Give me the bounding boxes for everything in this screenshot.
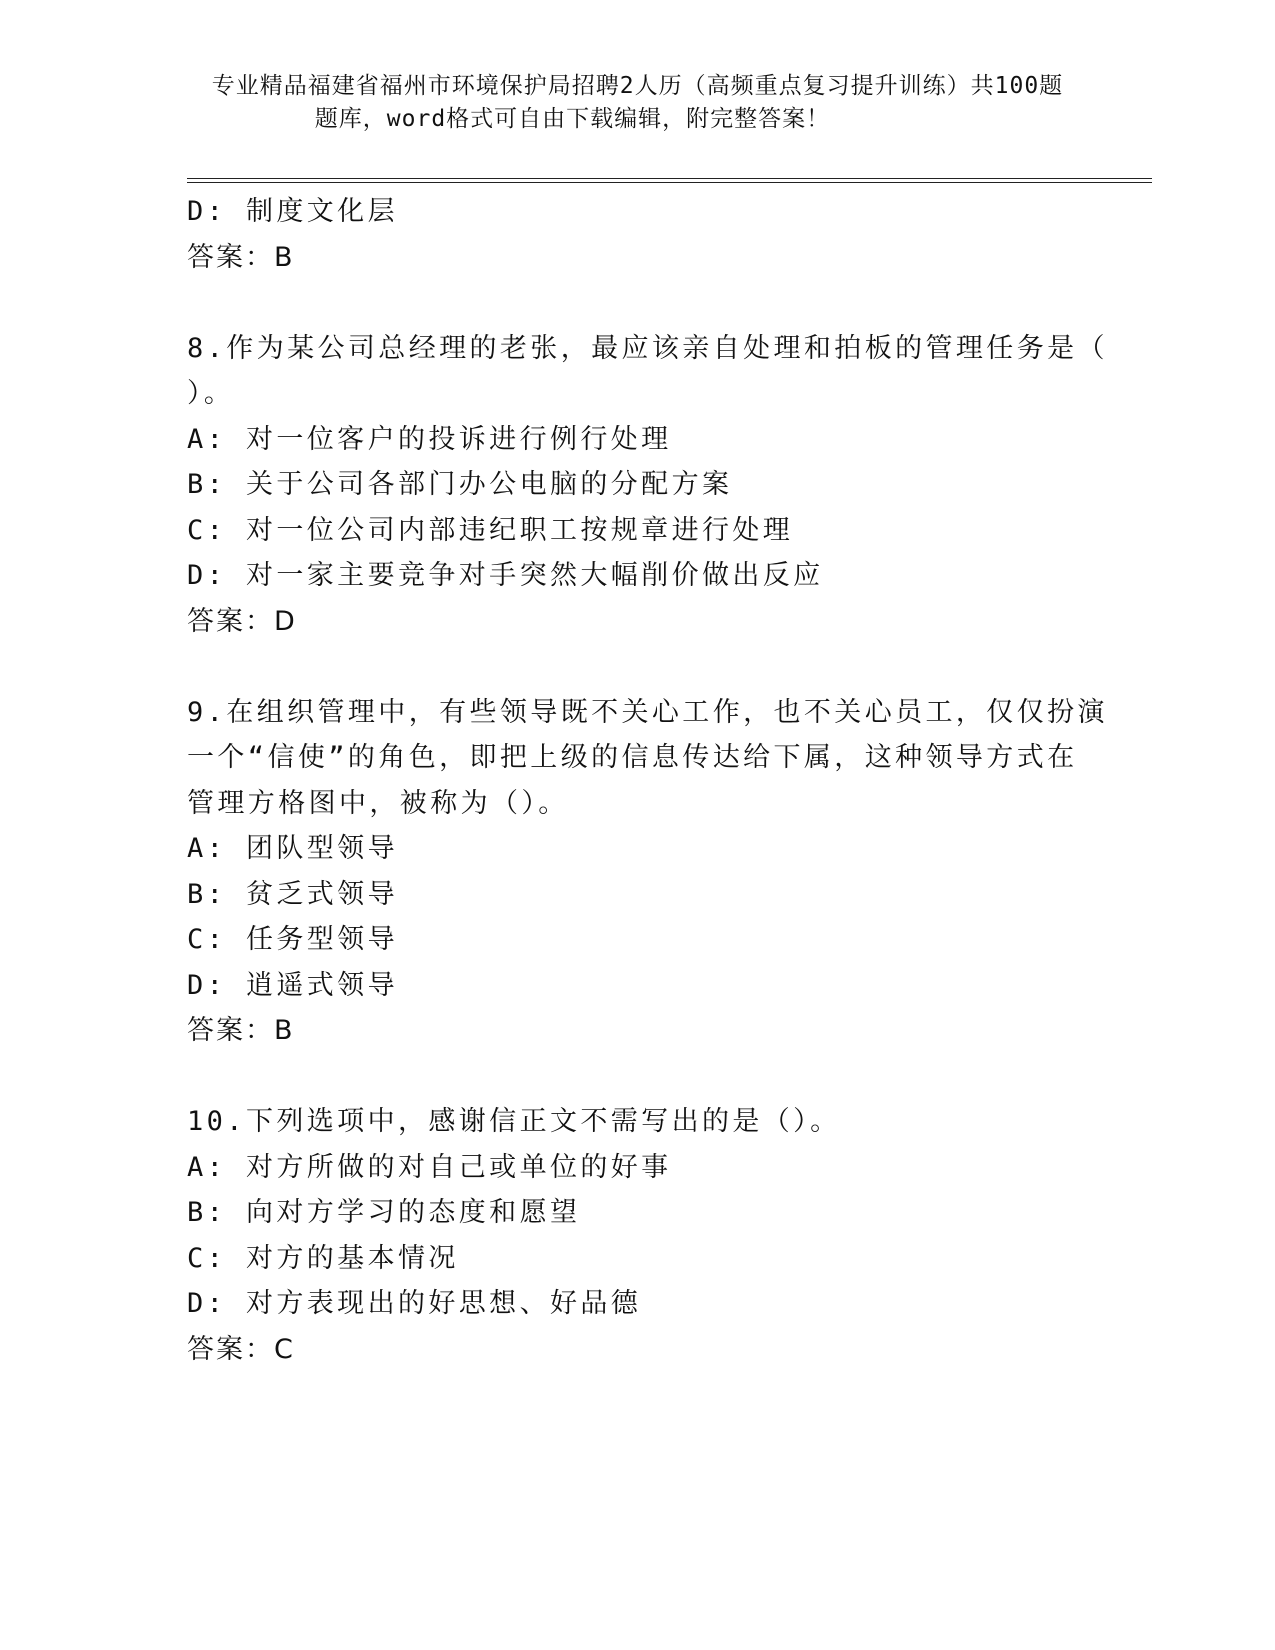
q10-option-b: B: 向对方学习的态度和愿望 <box>187 1197 581 1228</box>
q8-option-c: C: 对一位公司内部违纪职工按规章进行处理 <box>187 514 794 546</box>
spacer <box>187 644 1087 690</box>
q9-option-c: C: 任务型领导 <box>187 924 398 955</box>
q7-answer: 答案：B <box>187 241 295 273</box>
q8-stem-line2: ）。 <box>187 378 235 409</box>
q10-option-a: A: 对方所做的对自己或单位的好事 <box>187 1151 672 1183</box>
spacer <box>187 280 1087 326</box>
header-divider-top <box>187 178 1152 179</box>
q9-option-a: A: 团队型领导 <box>187 833 398 864</box>
header-title-line2: 题库，word格式可自由下载编辑，附完整答案！ <box>314 106 831 132</box>
q9-stem-line3: 管理方格图中，被称为（）。 <box>187 787 569 819</box>
q8-option-a: A: 对一位客户的投诉进行例行处理 <box>187 423 672 455</box>
q9-stem-line2: 一个“信使”的角色，即把上级的信息传达给下属，这种领导方式在 <box>187 742 1078 773</box>
q9-answer: 答案：B <box>187 1015 295 1046</box>
header-title-line1: 专业精品福建省福州市环境保护局招聘2人历（高频重点复习提升训练）共100题 <box>211 73 1064 99</box>
spacer <box>187 1054 1087 1100</box>
q10-option-c: C: 对方的基本情况 <box>187 1242 459 1274</box>
header-divider-bottom <box>187 182 1152 183</box>
question-content <box>187 189 1108 1372</box>
q8-option-b: B: 关于公司各部门办公电脑的分配方案 <box>187 469 733 500</box>
q9-option-b: B: 贫乏式领导 <box>187 878 398 910</box>
q9-stem-line1: 9.在组织管理中，有些领导既不关心工作，也不关心员工，仅仅扮演 <box>187 696 1108 728</box>
q7-option-d: D: 制度文化层 <box>187 196 398 227</box>
q10-answer: 答案：C <box>187 1333 295 1365</box>
q8-stem-line1: 8.作为某公司总经理的老张，最应该亲自处理和拍板的管理任务是（ <box>187 332 1108 364</box>
q10-option-d: D: 对方表现出的好思想、好品德 <box>187 1288 642 1319</box>
q8-answer: 答案：D <box>187 605 297 637</box>
document-header <box>0 70 1275 136</box>
q9-option-d: D: 逍遥式领导 <box>187 969 398 1001</box>
q8-option-d: D: 对一家主要竞争对手突然大幅削价做出反应 <box>187 560 824 591</box>
q10-stem-line1: 10.下列选项中，感谢信正文不需写出的是（）。 <box>187 1106 841 1137</box>
